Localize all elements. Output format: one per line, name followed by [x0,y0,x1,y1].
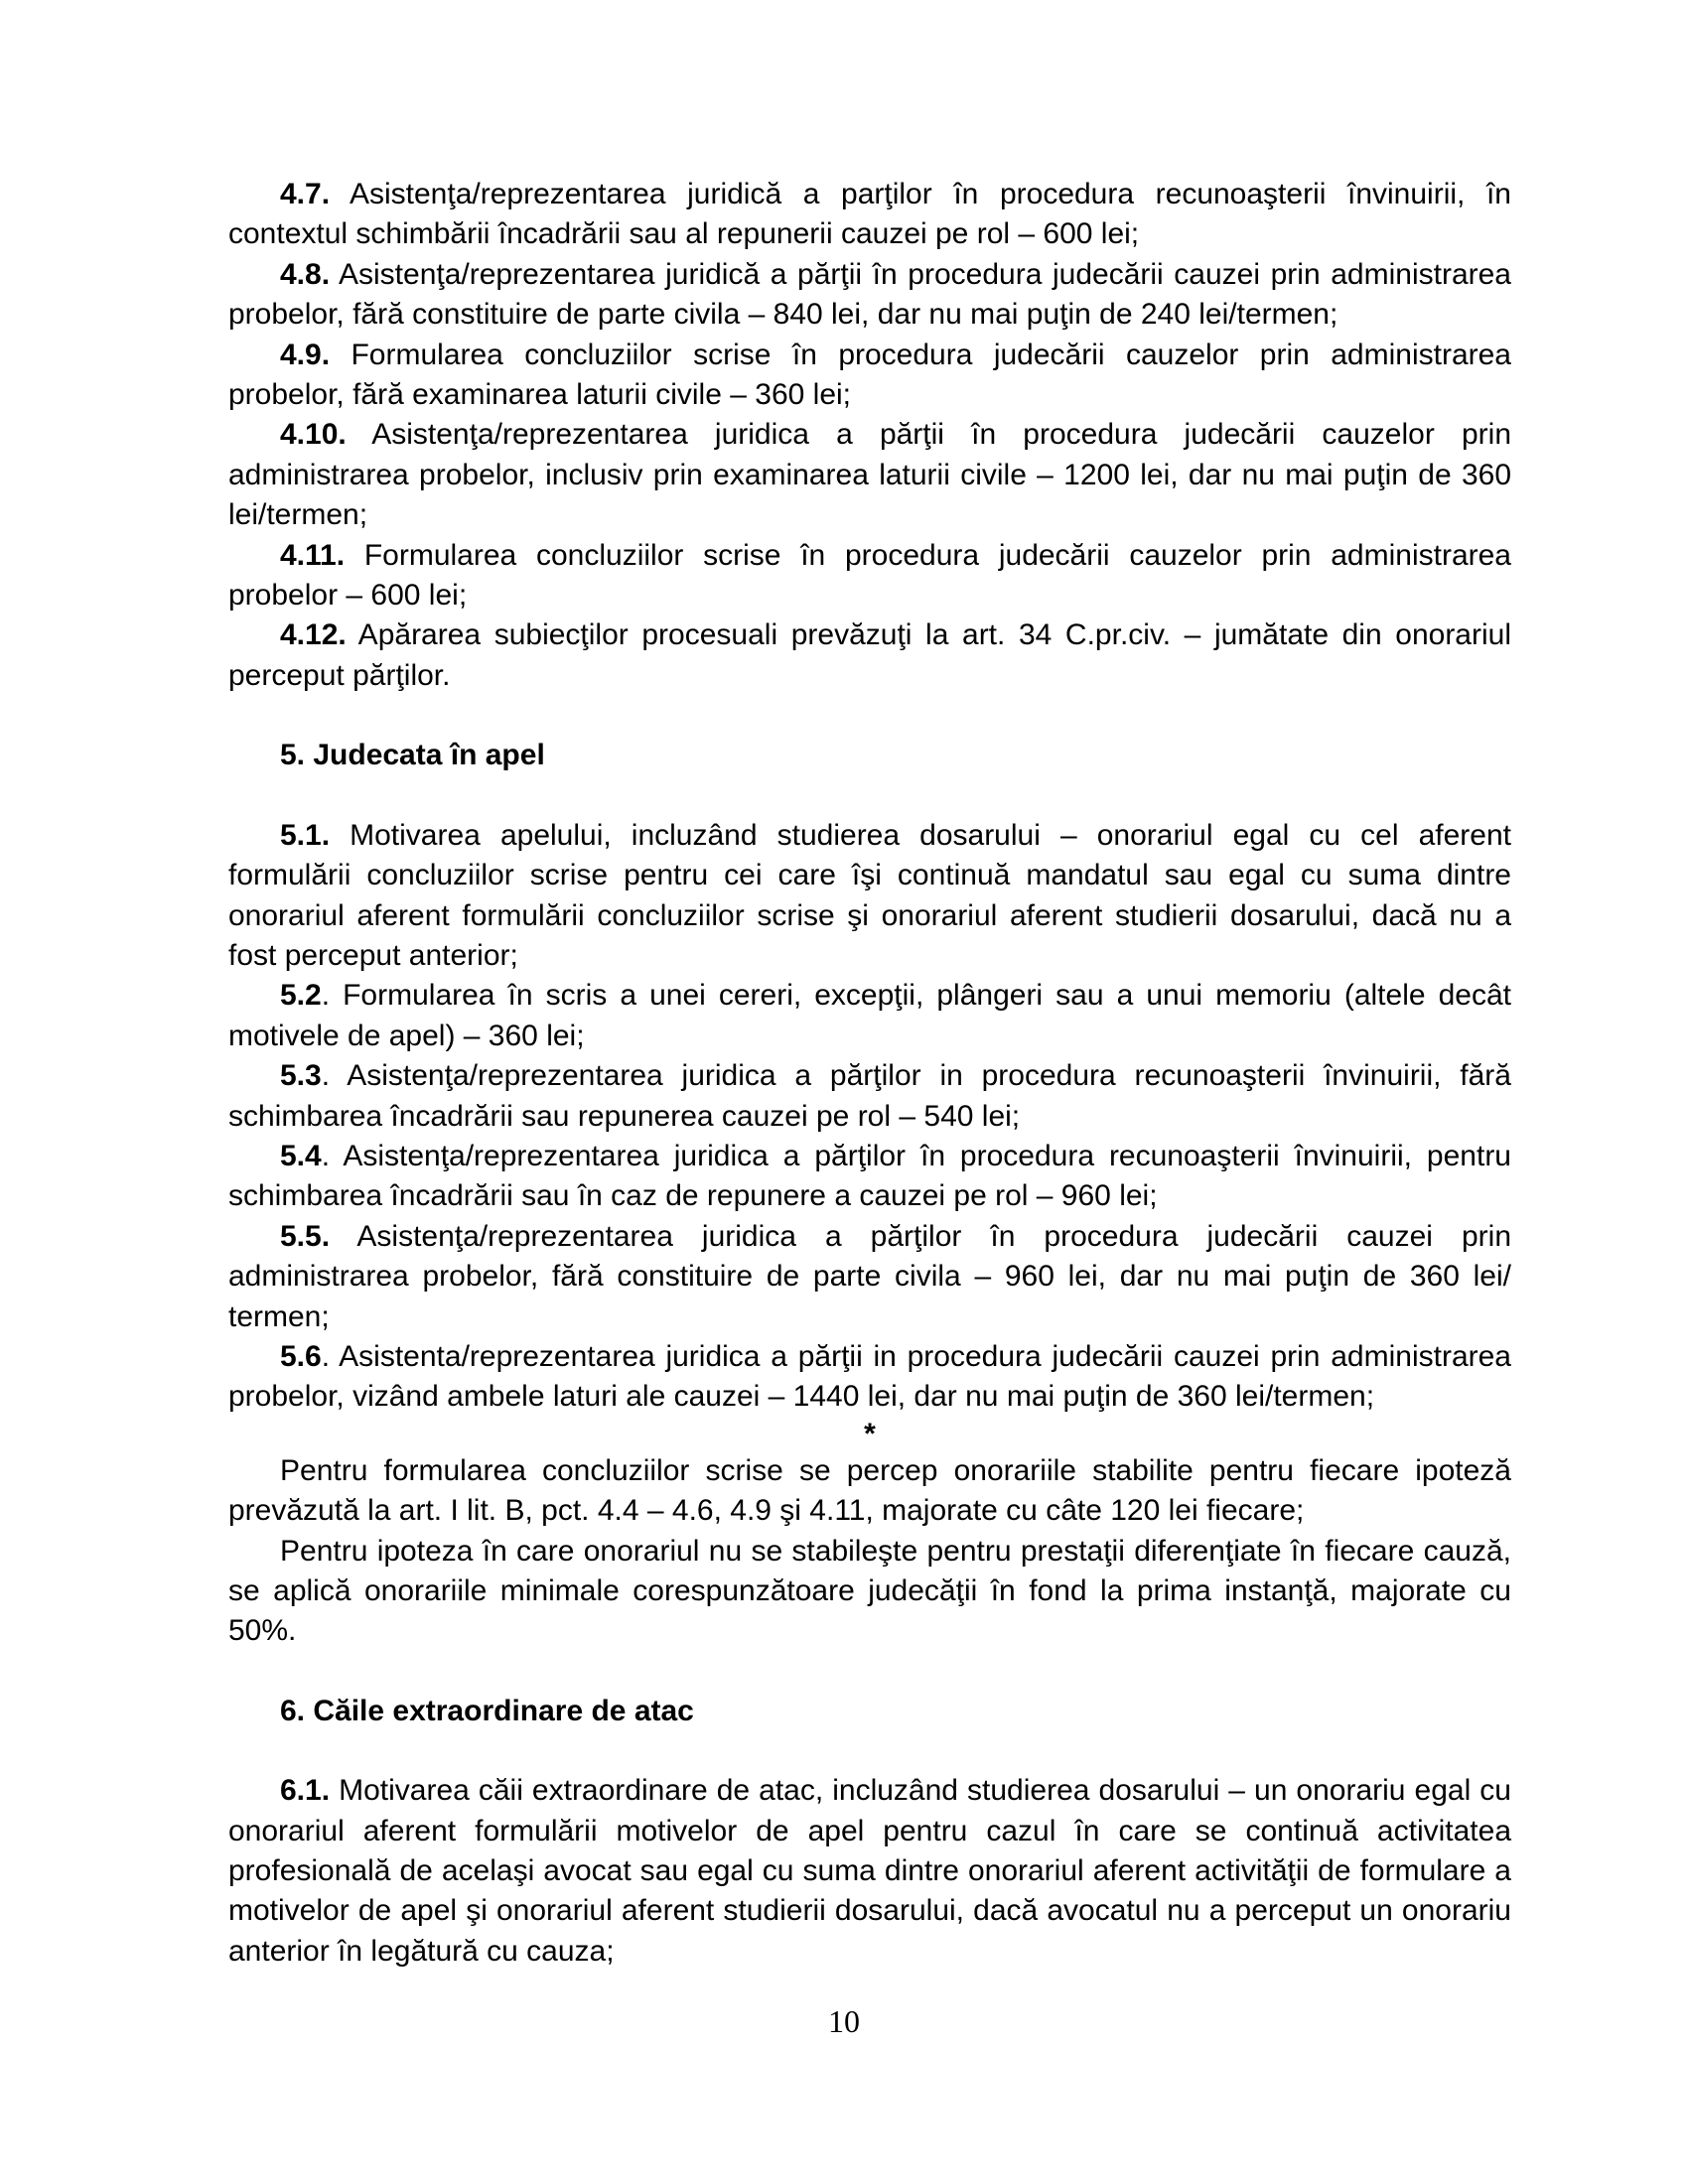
item-number: 4.10. [280,418,347,452]
item-text: Asistenţa/reprezentarea juridica a părţii în procedura judecării cauzelor prin administrarea probelor, inclusiv prin examinarea laturii civile – 1200 lei, dar nu mai puţin de 360 lei/termen; [228,418,1511,532]
list-item [228,976,1511,1056]
item-number: 5.1. [280,818,331,852]
item-text: Asistenţa/reprezentarea juridică a părţii în procedura judecării cauzei prin administrarea probelor, fără constituire de parte civila – 840 lei, dar nu mai puţin de 240 lei/termen; [228,257,1511,332]
section-4-list [228,175,1511,696]
item-text: . Formularea în scris a unei cereri, excepţii, plângeri sau a unui memoriu (altele decât motivele de apel) – 360 lei; [228,979,1511,1052]
item-number: 4.8. [280,257,331,291]
item-number: 4.12. [280,618,347,652]
separator-star: * [864,1417,876,1450]
list-item [228,336,1511,416]
item-text: . Asistenţa/reprezentarea juridica a părţilor in procedura recunoaşterii învinuirii, fără schimbarea încadrării sau repunerea cauzei pe rol – 540 lei; [228,1059,1511,1133]
item-number: 5.3 [280,1059,322,1093]
list-item [228,615,1511,696]
section-5-heading: 5. Judecata în apel [280,739,545,772]
list-item [228,1771,1511,1972]
item-number: 5.6 [280,1339,322,1373]
section-5-list [228,816,1511,1418]
item-text: Motivarea apelului, incluzând studierea dosarului – onorariul egal cu cel aferent formulării concluziilor scrise pentru cei care îşi continuă mandatul sau egal cu suma dintre onorariul aferent formulării concluziilor scrise şi onorariul aferent studierii dosarului, dacă nu a fost perceput anterior; [228,818,1511,972]
item-text: Formularea concluziilor scrise în procedura judecării cauzelor prin administrarea probelor, fără examinarea laturii civile – 360 lei; [228,338,1511,412]
list-item [228,1056,1511,1137]
item-text: Apărarea subiecţilor procesuali prevăzuţi la art. 34 C.pr.civ. – jumătate din onorariul perceput părţilor. [228,618,1511,692]
list-item [228,415,1511,535]
item-text: Asistenţa/reprezentarea juridică a parţilor în procedura recunoaşterii învinuirii, în contextul schimbării încadrării sau al repunerii cauzei pe rol – 600 lei; [228,178,1511,251]
list-item [228,536,1511,616]
section-6-heading: 6. Căile extraordinare de atac [280,1694,694,1727]
list-item [228,816,1511,977]
list-item [228,255,1511,336]
item-number: 5.5. [280,1219,331,1253]
item-number: 5.2 [280,979,322,1013]
item-text: . Asistenţa/reprezentarea juridica a părţilor în procedura recunoaşterii învinuirii, pentru schimbarea încadrării sau în caz de repunere a cauzei pe rol – 960 lei; [228,1139,1511,1213]
page-number: 10 [828,2003,860,2039]
note-paragraph: Pentru ipoteza în care onorariul nu se stabileşte pentru prestaţii diferenţiate în fiecare cauză, se aplică onorariile minimale corespunzătoare judecăţii în fond la prima instanţă, majorate cu 50%. [228,1534,1511,1648]
item-number: 4.11. [280,538,346,572]
note-paragraph: Pentru formularea concluziilor scrise se percep onorariile stabilite pentru fiecare ipoteză prevăzută la art. I lit. B, pct. 4.4 – 4.6, 4.9 şi 4.11, majorate cu câte 120 lei fiecare; [228,1453,1511,1528]
list-item [228,1137,1511,1217]
list-item [228,1217,1511,1337]
item-text: Formularea concluziilor scrise în procedura judecării cauzelor prin administrarea probelor – 600 lei; [228,538,1511,613]
item-text: Motivarea căii extraordinare de atac, incluzând studierea dosarului – un onorariu egal cu onorariul aferent formulării motivelor de apel pentru cazul în care se continuă activitatea profesională de acelaşi avocat sau egal cu suma dintre onorariul aferent activităţii de formulare a motivelor de apel şi onorariul aferent studierii dosarului, dacă avocatul nu a perceput un onorariu anterior în legătură cu cauza; [228,1774,1511,1968]
section-6-list [228,1771,1511,1972]
item-number: 4.9. [280,338,331,371]
item-number: 4.7. [280,178,331,210]
list-item [228,175,1511,255]
list-item [228,1337,1511,1418]
item-text: . Asistenta/reprezentarea juridica a părţii in procedura judecării cauzei prin administrarea probelor, vizând ambele laturi ale cauzei – 1440 lei, dar nu mai puţin de 360 lei/termen; [228,1339,1511,1414]
item-number: 6.1. [280,1774,331,1808]
item-number: 5.4 [280,1139,322,1172]
document-page [228,175,1511,1972]
item-text: Asistenţa/reprezentarea juridica a părţilor în procedura judecării cauzei prin administrarea probelor, fără constituire de parte civila – 960 lei, dar nu mai puţin de 360 lei/ termen; [228,1219,1511,1333]
